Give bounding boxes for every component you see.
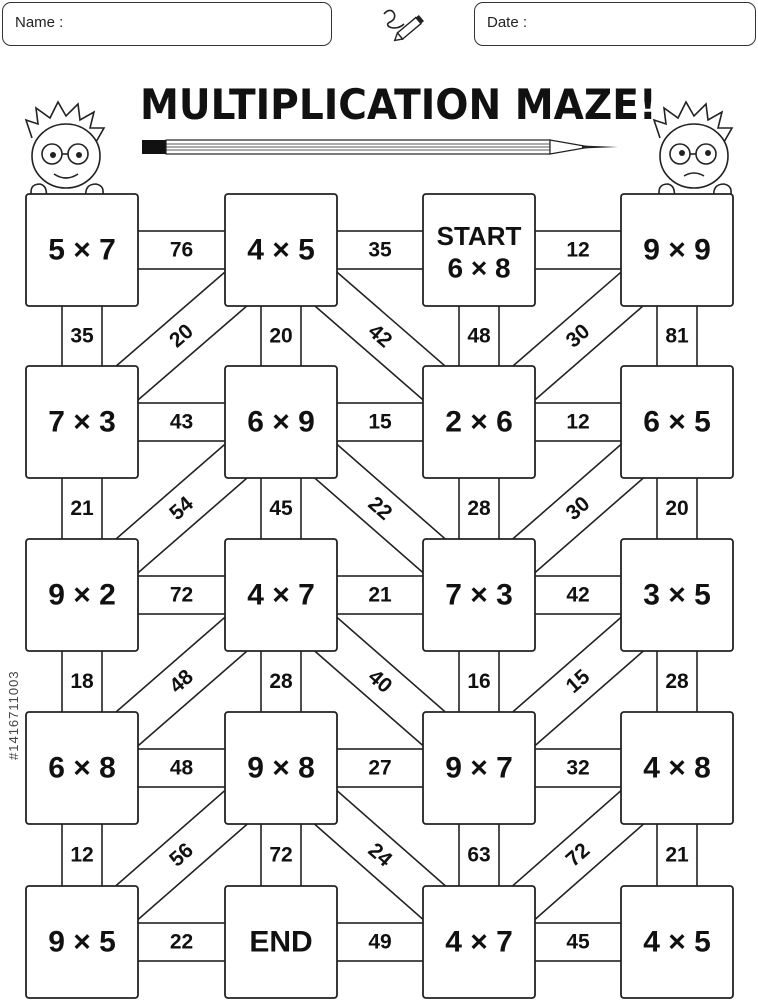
cell-problem: 4 × 8 bbox=[643, 751, 711, 785]
cell-4-3 bbox=[621, 886, 733, 998]
diagonal-number: 22 bbox=[363, 492, 397, 525]
vertical-path-2-1 bbox=[261, 647, 301, 716]
vertical-path-2-0 bbox=[62, 647, 102, 716]
cell-problem: 6 × 8 bbox=[48, 751, 116, 785]
cell-4-0 bbox=[26, 886, 138, 998]
horizontal-number: 76 bbox=[169, 238, 194, 262]
cell-problem: 7 × 3 bbox=[48, 405, 116, 439]
vertical-path-3-3 bbox=[657, 820, 697, 890]
cell-problem: 7 × 3 bbox=[445, 578, 513, 612]
horizontal-number: 22 bbox=[169, 930, 194, 954]
cell-2-0 bbox=[26, 539, 138, 651]
cell-1-1 bbox=[225, 366, 337, 478]
cell-problem: 4 × 5 bbox=[643, 925, 711, 959]
vertical-number: 48 bbox=[467, 324, 491, 348]
horizontal-number: 35 bbox=[368, 238, 392, 262]
watermark-id: #1416711003 bbox=[6, 670, 21, 760]
start-cell bbox=[423, 194, 535, 306]
vertical-path-2-3 bbox=[657, 647, 697, 716]
cell-problem: 6 × 5 bbox=[643, 405, 711, 439]
end-cell bbox=[225, 886, 337, 998]
cell-problem: 5 × 7 bbox=[48, 233, 116, 267]
vertical-path-1-3 bbox=[657, 474, 697, 543]
diagonal-number: 40 bbox=[363, 665, 397, 698]
connectors bbox=[62, 231, 697, 961]
vertical-number: 12 bbox=[70, 843, 94, 867]
cell-1-2 bbox=[423, 366, 535, 478]
horizontal-path-1-2 bbox=[531, 403, 625, 441]
cell-2-2 bbox=[423, 539, 535, 651]
cell-problem: 9 × 2 bbox=[48, 578, 116, 612]
cell-problem: 4 × 7 bbox=[445, 925, 513, 959]
diagonal-number: 20 bbox=[165, 319, 198, 353]
cell-2-3 bbox=[621, 539, 733, 651]
vertical-number: 28 bbox=[665, 670, 689, 693]
horizontal-path-3-2 bbox=[531, 749, 625, 787]
horizontal-number: 12 bbox=[566, 410, 590, 434]
horizontal-number: 32 bbox=[566, 756, 590, 780]
horizontal-path-3-1 bbox=[333, 749, 427, 787]
diagonal-number: 48 bbox=[165, 665, 198, 698]
vertical-number: 81 bbox=[665, 324, 689, 348]
horizontal-number: 45 bbox=[566, 930, 590, 954]
cell-0-1 bbox=[225, 194, 337, 306]
vertical-path-3-0 bbox=[62, 820, 102, 890]
diagonal-number: 15 bbox=[561, 665, 595, 698]
cell-2-1 bbox=[225, 539, 337, 651]
cell-problem: 9 × 5 bbox=[48, 925, 116, 959]
diagonal-number: 72 bbox=[561, 838, 595, 872]
diagonal-number: 42 bbox=[363, 319, 397, 353]
cell-problem: 9 × 7 bbox=[445, 751, 513, 785]
vertical-number: 18 bbox=[70, 670, 94, 693]
vertical-number: 21 bbox=[665, 843, 689, 867]
cell-0-0 bbox=[26, 194, 138, 306]
start-label: START bbox=[436, 221, 522, 251]
vertical-number: 45 bbox=[269, 497, 293, 520]
diagonal-number: 24 bbox=[363, 838, 397, 872]
cell-1-0 bbox=[26, 366, 138, 478]
cell-problem: 6 × 8 bbox=[447, 252, 511, 284]
vertical-number: 28 bbox=[269, 670, 293, 693]
cell-3-1 bbox=[225, 712, 337, 824]
vertical-number: 72 bbox=[269, 843, 293, 867]
horizontal-path-1-1 bbox=[333, 403, 427, 441]
vertical-number: 21 bbox=[70, 497, 94, 520]
vertical-path-3-2 bbox=[459, 820, 499, 890]
date-label: Date : bbox=[487, 14, 528, 31]
horizontal-number: 21 bbox=[368, 583, 392, 607]
cell-problem: 2 × 6 bbox=[445, 405, 513, 439]
vertical-number: 28 bbox=[467, 497, 491, 520]
horizontal-path-4-1 bbox=[333, 923, 427, 961]
horizontal-path-0-1 bbox=[333, 231, 427, 269]
vertical-path-0-1 bbox=[261, 302, 301, 370]
diagonal-number: 56 bbox=[165, 838, 198, 872]
horizontal-number: 43 bbox=[169, 410, 194, 434]
horizontal-path-0-2 bbox=[531, 231, 625, 269]
horizontal-number: 72 bbox=[169, 583, 194, 607]
vertical-path-2-2 bbox=[459, 647, 499, 716]
vertical-path-0-0 bbox=[62, 302, 102, 370]
cell-problem: 3 × 5 bbox=[643, 578, 711, 612]
cell-problem: 9 × 8 bbox=[247, 751, 315, 785]
cell-0-3 bbox=[621, 194, 733, 306]
vertical-path-1-0 bbox=[62, 474, 102, 543]
end-label: END bbox=[249, 925, 313, 959]
horizontal-path-4-2 bbox=[531, 923, 625, 961]
page-title: MULTIPLICATION MAZE! bbox=[140, 80, 657, 129]
vertical-path-1-2 bbox=[459, 474, 499, 543]
horizontal-number: 49 bbox=[368, 930, 392, 954]
horizontal-number: 48 bbox=[169, 756, 194, 780]
vertical-path-0-2 bbox=[459, 302, 499, 370]
horizontal-path-1-0 bbox=[134, 403, 229, 441]
vertical-number: 16 bbox=[467, 670, 491, 693]
cell-3-2 bbox=[423, 712, 535, 824]
horizontal-path-2-1 bbox=[333, 576, 427, 614]
cell-problem: 9 × 9 bbox=[643, 233, 711, 267]
cell-3-0 bbox=[26, 712, 138, 824]
diagonal-number: 54 bbox=[165, 492, 198, 525]
horizontal-path-3-0 bbox=[134, 749, 229, 787]
vertical-path-1-1 bbox=[261, 474, 301, 543]
vertical-number: 20 bbox=[269, 324, 293, 348]
vertical-path-0-3 bbox=[657, 302, 697, 370]
cell-problem: 6 × 9 bbox=[247, 405, 315, 439]
cell-problem: 4 × 5 bbox=[247, 233, 315, 267]
horizontal-path-0-0 bbox=[134, 231, 229, 269]
cell-1-3 bbox=[621, 366, 733, 478]
diagonal-number: 30 bbox=[561, 319, 595, 353]
cell-4-2 bbox=[423, 886, 535, 998]
diagonal-number: 30 bbox=[561, 492, 595, 525]
horizontal-path-2-2 bbox=[531, 576, 625, 614]
vertical-number: 63 bbox=[467, 843, 491, 867]
horizontal-path-2-0 bbox=[134, 576, 229, 614]
vertical-number: 20 bbox=[665, 497, 689, 520]
cell-problem: 4 × 7 bbox=[247, 578, 315, 612]
cell-3-3 bbox=[621, 712, 733, 824]
vertical-path-3-1 bbox=[261, 820, 301, 890]
vertical-number: 35 bbox=[70, 324, 94, 348]
horizontal-number: 27 bbox=[368, 756, 392, 780]
horizontal-number: 42 bbox=[566, 583, 590, 607]
horizontal-number: 15 bbox=[368, 410, 392, 434]
name-label: Name : bbox=[15, 14, 64, 31]
horizontal-path-4-0 bbox=[134, 923, 229, 961]
horizontal-number: 12 bbox=[566, 238, 590, 262]
